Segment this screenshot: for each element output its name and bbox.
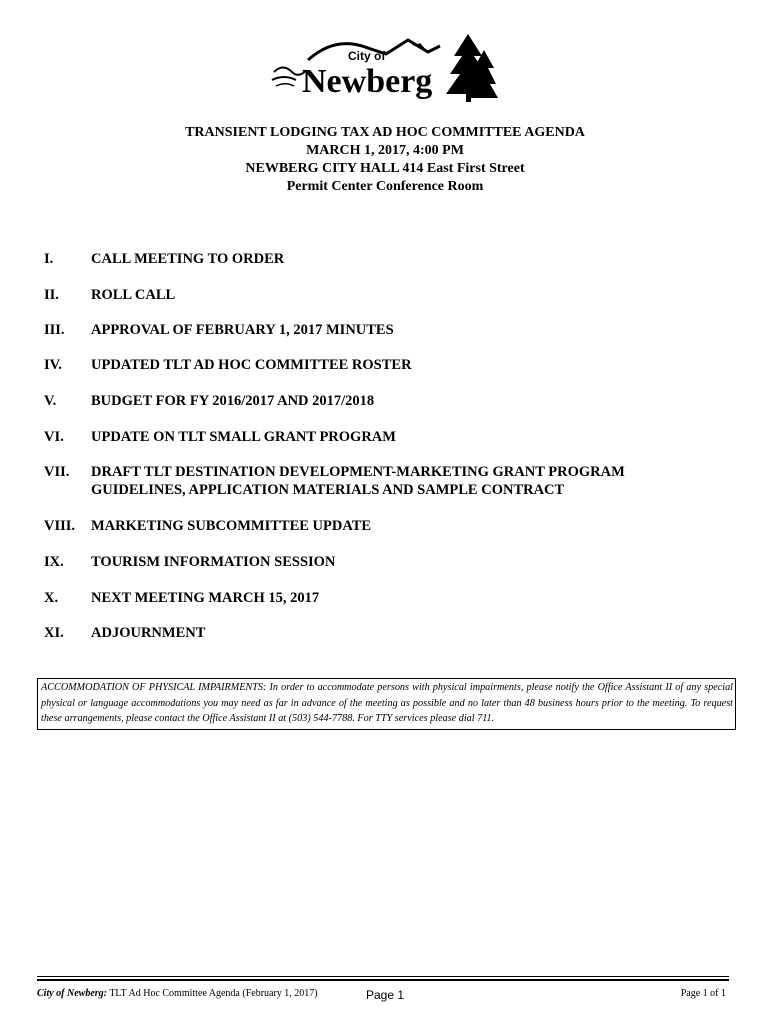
header-location: NEWBERG CITY HALL 414 East First Street bbox=[245, 161, 525, 176]
agenda-item bbox=[44, 553, 711, 571]
agenda-item bbox=[44, 624, 711, 642]
city-of-newberg-logo bbox=[268, 32, 498, 104]
agenda-item-text: BUDGET FOR FY 2016/2017 AND 2017/2018 bbox=[91, 393, 375, 409]
footer-divider bbox=[37, 976, 729, 977]
footer-page-label: Page 1 bbox=[366, 988, 405, 1002]
agenda-item bbox=[44, 392, 711, 410]
agenda-item-number: I. bbox=[44, 251, 54, 267]
agenda-item-number: IV. bbox=[44, 357, 62, 373]
footer-document-name bbox=[37, 988, 318, 999]
agenda-item-text: ADJOURNMENT bbox=[91, 625, 206, 641]
agenda-item bbox=[44, 286, 711, 304]
agenda-item-text: MARKETING SUBCOMMITTEE UPDATE bbox=[91, 518, 372, 534]
agenda-item-number: VII. bbox=[44, 464, 70, 480]
agenda-item bbox=[44, 517, 711, 535]
agenda-item-text: TOURISM INFORMATION SESSION bbox=[91, 554, 336, 570]
footer-page-count: Page 1 of 1 bbox=[680, 988, 726, 999]
agenda-item-number: IX. bbox=[44, 554, 64, 570]
agenda-item-text: NEXT MEETING MARCH 15, 2017 bbox=[91, 590, 320, 606]
footer-divider bbox=[37, 979, 729, 981]
agenda-item-number: VI. bbox=[44, 429, 64, 445]
header-title: TRANSIENT LODGING TAX AD HOC COMMITTEE AGENDA bbox=[185, 125, 585, 140]
agenda-item bbox=[44, 463, 711, 499]
accommodation-notice: ACCOMMODATION OF PHYSICAL IMPAIRMENTS: In order to accommodate persons with physical impairments, please notify the Office Assistant II of any special physical or language accommodations you may need as far in advance of the meeting as possible and no later than 48 business hours prior to the meeting. To request these arrangements, please contact the Office Assistant II at (503) 544-7788. For TTY services please dial 711. bbox=[37, 678, 736, 730]
agenda-item bbox=[44, 589, 711, 607]
agenda-item bbox=[44, 428, 711, 446]
agenda-item bbox=[44, 250, 711, 268]
agenda-item-text: UPDATE ON TLT SMALL GRANT PROGRAM bbox=[91, 429, 396, 445]
agenda-item bbox=[44, 356, 711, 374]
footer-city: City of Newberg: bbox=[37, 988, 107, 999]
header-room: Permit Center Conference Room bbox=[286, 179, 484, 194]
agenda-item-text: CALL MEETING TO ORDER bbox=[91, 251, 285, 267]
logo-city-of-text: City of bbox=[348, 49, 386, 63]
header-date: MARCH 1, 2017, 4:00 PM bbox=[306, 143, 464, 158]
footer-doc-title: TLT Ad Hoc Committee Agenda (February 1, 2017) bbox=[107, 988, 318, 999]
agenda-header bbox=[0, 124, 770, 196]
logo-newberg-text: Newberg bbox=[302, 63, 433, 100]
agenda-item-number: X. bbox=[44, 590, 59, 606]
agenda-item-text: APPROVAL OF FEBRUARY 1, 2017 MINUTES bbox=[91, 322, 394, 338]
agenda-item bbox=[44, 321, 711, 339]
agenda-item-number: VIII. bbox=[44, 518, 76, 534]
agenda-item-text: UPDATED TLT AD HOC COMMITTEE ROSTER bbox=[91, 357, 412, 373]
agenda-item-text: ROLL CALL bbox=[91, 287, 176, 303]
agenda-item-number: XI. bbox=[44, 625, 64, 641]
agenda-item-number: III. bbox=[44, 322, 65, 338]
agenda-item-text: DRAFT TLT DESTINATION DEVELOPMENT-MARKETING GRANT PROGRAM GUIDELINES, APPLICATION MATERIALS AND SAMPLE CONTRACT bbox=[91, 464, 625, 498]
agenda-item-number: V. bbox=[44, 393, 57, 409]
agenda-item-number: II. bbox=[44, 287, 59, 303]
